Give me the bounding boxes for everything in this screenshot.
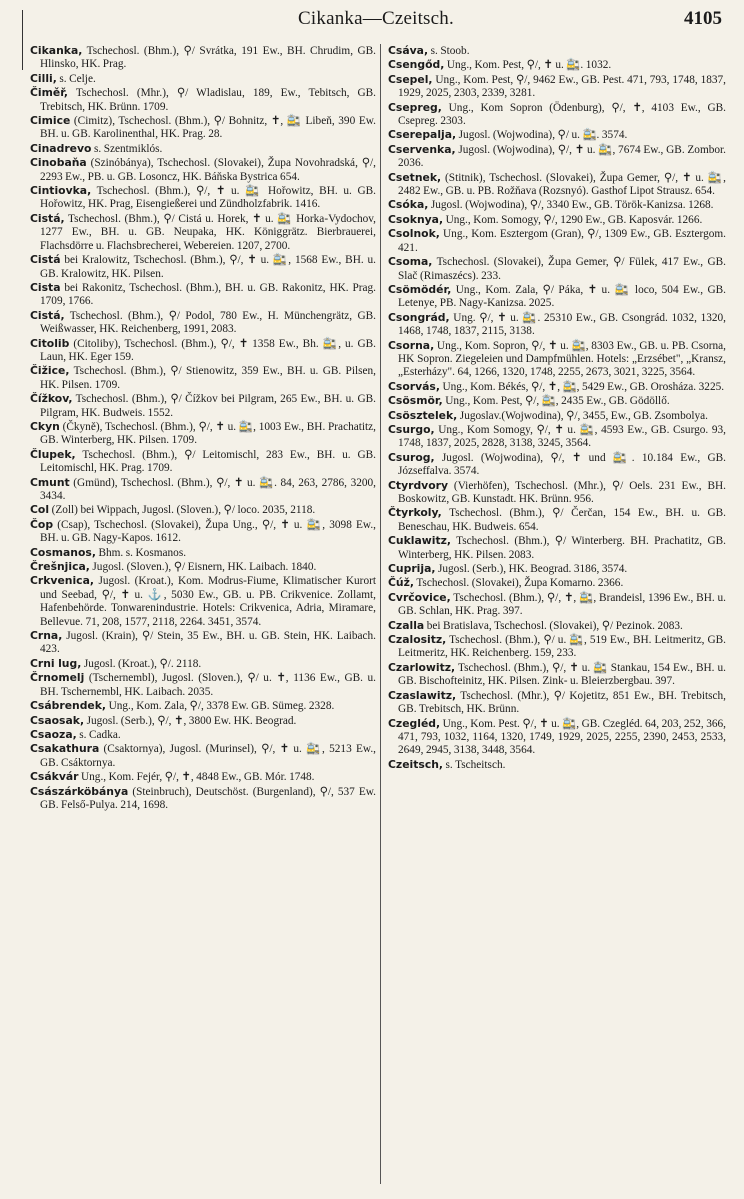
gazetteer-entry (30, 420, 376, 448)
entry-text: Jugosl. (Sloven.), ⚲/ Eisnern, HK. Laibach. 1840. (89, 561, 317, 574)
entry-text: Ung., Kom Sopron (Ödenburg), ⚲/, ✝, 4103 Ew., GB. Csepreg. 2303. (398, 101, 726, 128)
entry-text: (Csaktornya), Jugosl. (Murinsel), ⚲/, ✝ u. 🚉, 5213 Ew., GB. Csáktornya. (40, 743, 376, 769)
entry-headword: Crkvenica, (30, 574, 94, 588)
entry-headword: Čop (30, 517, 54, 531)
gazetteer-entry (388, 73, 726, 101)
entry-headword: Csengőd, (388, 58, 445, 72)
entry-text: Tschechosl. (Mhr.), ⚲/ Kojetitz, 851 Ew., BH. Trebitsch, GB. Trebitsch, HK. Brünn. (398, 689, 726, 716)
entry-headword: Csoknya, (388, 212, 444, 226)
gazetteer-entry (30, 699, 376, 713)
entry-headword: Čižice, (30, 364, 70, 378)
entry-text: Tschechosl. (Bhm.), ⚲/, ✝, 🚉, Brandeisl, 1396 Ew., BH. u. GB. Schlan, HK. Prag. 397. (398, 591, 726, 618)
entry-headword: Črnomelj (30, 671, 85, 685)
entry-headword: Cistá, (30, 211, 65, 225)
entry-text: Ung., Kom Somogy, ⚲/, ✝ u. 🚉, 4593 Ew., GB. Csurgo. 93, 1748, 1837, 2025, 2828, 3138, 3245, 3564. (398, 423, 726, 450)
entry-text: Tschechosl. (Bhm.), ⚲/ Podol, 780 Ew., H. Münchengrätz, GB. Weißwasser, HK. Reichenberg, 1991, 2083. (40, 309, 376, 336)
entry-headword: Ctyrdvory (388, 478, 448, 492)
gazetteer-entry (30, 657, 376, 671)
entry-text: Tschechosl. (Slovakei), Župa Komarno. 2366. (414, 577, 624, 590)
entry-headword: Csoma, (388, 255, 433, 269)
entry-text: (Vierhöfen), Tschechosl. (Mhr.), ⚲/ Oels. 231 Ew., BH. Boskowitz, GB. Kunstadt. HK. Brünn. 956. (398, 479, 726, 505)
entry-headword: Cinadrevo (30, 141, 92, 155)
gazetteer-entry (388, 562, 726, 576)
page-header (30, 6, 722, 34)
entry-headword: Čtyrkoly, (388, 506, 442, 520)
entry-text: s. Cadka. (76, 728, 121, 741)
gazetteer-entry (30, 785, 376, 813)
gazetteer-entry (30, 156, 376, 184)
entry-headword: Czalositz, (388, 633, 447, 647)
entry-text: (Zoll) bei Wippach, Jugosl. (Sloven.), ⚲/ loco. 2035, 2118. (49, 504, 316, 517)
entry-headword: Czarlowitz, (388, 660, 456, 674)
entry-headword: Čúž, (388, 576, 414, 590)
entry-headword: Csorna, (388, 338, 435, 352)
gazetteer-entry (30, 728, 376, 742)
entry-text: Ung., Kom. Esztergom (Gran), ⚲/, 1309 Ew., GB. Esztergom. 421. (398, 228, 726, 254)
entry-text: Jugosl. (Wojwodina), ⚲/, 3340 Ew., GB. Török-Kanizsa. 1268. (428, 199, 714, 212)
entry-headword: Császárköbánya (30, 784, 129, 798)
entry-headword: Csösztelek, (388, 408, 458, 422)
entry-headword: Črešnjica, (30, 560, 90, 574)
entry-headword: Czeitsch, (388, 757, 444, 771)
entry-text: Jugosl. (Serb.), HK. Beograd. 3186, 3574. (435, 563, 628, 576)
margin-line (22, 10, 23, 70)
gazetteer-entry (30, 114, 376, 142)
gazetteer-entry (388, 717, 726, 758)
gazetteer-entry (30, 309, 376, 337)
gazetteer-entry (388, 339, 726, 380)
entry-text: Tschechosl. (Bhm.), ⚲/ Čerčan, 154 Ew., BH. u. GB. Beneschau, HK. Budweis. 654. (398, 507, 726, 533)
entry-text: Bhm. s. Kosmanos. (95, 546, 187, 559)
gazetteer-entry (388, 143, 726, 171)
entry-text: (Gmünd), Tschechosl. (Bhm.), ⚲/, ✝ u. 🚉. 84, 263, 2786, 3200, 3434. (40, 476, 376, 502)
gazetteer-entry (30, 44, 376, 72)
entry-headword: Člupek, (30, 447, 76, 461)
gazetteer-entry (388, 255, 726, 283)
gazetteer-entry (30, 629, 376, 657)
entry-headword: Csetnek, (388, 170, 442, 184)
entry-text: Ung., Kom. Békés, ⚲/, ✝, 🚉, 5429 Ew., GB. Orosháza. 3225. (439, 380, 725, 393)
gazetteer-entry (388, 227, 726, 255)
gazetteer-entry (30, 742, 376, 770)
gazetteer-entry (388, 591, 726, 619)
entry-headword: Czalla (388, 618, 425, 632)
gazetteer-entry (388, 44, 726, 58)
gazetteer-entry (30, 574, 376, 629)
gazetteer-entry (30, 281, 376, 309)
gazetteer-entry (388, 451, 726, 479)
entry-text: Jugosl. (Krain), ⚲/ Stein, 35 Ew., BH. u. GB. Stein, HK. Laibach. 423. (40, 630, 376, 656)
gazetteer-entry (388, 128, 726, 142)
entry-headword: Csáva, (388, 44, 429, 57)
entry-headword: Csorvás, (388, 379, 440, 393)
gazetteer-entry (388, 380, 726, 394)
entry-headword: Csakathura (30, 742, 100, 756)
gazetteer-entry (30, 518, 376, 546)
gazetteer-entry (388, 311, 726, 339)
entry-headword: Crna, (30, 629, 63, 643)
gazetteer-entry (388, 633, 726, 661)
entry-text: Ung., Kom. Pest, ⚲/, 🚉, 2435 Ew., GB. Gödöllő. (442, 395, 670, 408)
entry-headword: Cserepalja, (388, 128, 457, 142)
entry-text: Ung., Kom. Zala, ⚲/, 3378 Ew. GB. Sümeg. 2328. (106, 700, 335, 713)
entry-text: Ung., Kom. Fejér, ⚲/, ✝, 4848 Ew., GB. Mór. 1748. (78, 771, 315, 784)
entry-headword: Cvrčovice, (388, 590, 451, 604)
gazetteer-entry (388, 689, 726, 717)
entry-text: Ung., Kom. Pest, ⚲/, 9462 Ew., GB. Pest. 471, 793, 1748, 1837, 1929, 2025, 2303, 2339, 3281. (398, 73, 726, 100)
gazetteer-entry (30, 448, 376, 476)
entry-headword: Cinobaňa (30, 156, 87, 170)
entry-text: Ung., Kom. Sopron, ⚲/, ✝ u. 🚉, 8303 Ew., GB. u. PB. Csorna, HK Sopron. Ziegeleien und Dampfmühlen. Hotels: „Erzsébet", „Kransz, „Esterházy". 64, 1266, 1320, 1748, 2255, 2673, 3021, 3225, 3564. (398, 339, 726, 379)
gazetteer-entry (388, 409, 726, 423)
entry-headword: Csábrendek, (30, 699, 107, 713)
entry-headword: Csolnok, (388, 227, 440, 241)
entry-text: Tschechosl. (Bhm.), ⚲/ Stienowitz, 359 Ew., BH. u. GB. Pilsen, HK. Pilsen. 1709. (40, 365, 376, 391)
gazetteer-entry (30, 476, 376, 504)
entry-text: s. Tscheitsch. (443, 758, 506, 771)
gazetteer-entry (30, 184, 376, 212)
entry-text: Tschechosl. (Bhm.), ⚲/ Svrátka, 191 Ew., BH. Chrudim, GB. Hlinsko, HK. Prag. (40, 45, 376, 71)
gazetteer-entry (30, 364, 376, 392)
gazetteer-entry (30, 714, 376, 728)
entry-headword: Csömödér, (388, 282, 452, 296)
entry-headword: Cmunt (30, 475, 70, 489)
gazetteer-entry (30, 86, 376, 114)
entry-text: (Stitnik), Tschechosl. (Slovakei), Župa Gemer, ⚲/, ✝ u. 🚉, 2482 Ew., GB. u. PB. Rožňava (Rozsnyó). Gasthof Lipot Strausz. 654. (398, 171, 726, 198)
entry-text: s. Szentmiklós. (91, 142, 163, 155)
entry-text: Tschechosl. (Bhm.), ⚲/ Cistá u. Horek, ✝ u. 🚉 Horka-Vydochov, 1277 Ew., BH. u. GB. Neupaka, HK. Königgrätz. Bierbrauerei, Flachsdörre u. Flachsbrecherei, Webereien. 1207, 2700. (40, 212, 376, 252)
entry-text: Tschechosl. (Bhm.), ⚲/ u. 🚉, 519 Ew., BH. Leitmeritz, GB. Leitmeritz, HK. Reichenberg. 159, 233. (398, 634, 726, 660)
entry-text: bei Rakonitz, Tschechosl. (Bhm.), BH. u. GB. Rakonitz, HK. Prag. 1709, 1766. (40, 281, 376, 308)
entry-text: Ung., Kom. Pest. ⚲/, ✝ u. 🚉, GB. Czegléd. 64, 203, 252, 366, 471, 793, 1032, 1164, 1320, 1749, 1929, 2025, 2255, 2390, 2453, 2533, 2649, 2945, 3138, 3448, 3564. (398, 717, 726, 757)
gazetteer-entry (388, 479, 726, 507)
gazetteer-entry (30, 560, 376, 574)
gazetteer-entry (30, 546, 376, 560)
entry-text: bei Kralowitz, Tschechosl. (Bhm.), ⚲/, ✝ u. 🚉, 1568 Ew., BH. u. GB. Kralowitz, HK. Pilsen. (40, 254, 376, 280)
entry-headword: Cuprija, (388, 562, 436, 576)
entry-text: Tschechosl. (Mhr.), ⚲/ Wladislau, 189, Ew., Tebitsch, GB. Trebitsch, HK. Brünn. 1709. (40, 87, 376, 113)
gazetteer-entry (388, 576, 726, 590)
entry-text: Jugosl. (Wojwodina), ⚲/ u. 🚉. 3574. (456, 129, 628, 142)
entry-headword: Ckyn (30, 419, 60, 433)
entry-text: Ung., Kom. Zala, ⚲/ Páka, ✝ u. 🚉 loco, 504 Ew., GB. Letenye, PB. Nagy-Kanizsa. 2025. (398, 283, 726, 310)
entry-text: bei Bratislava, Tschechosl. (Slovakei), ⚲/ Pezinok. 2083. (424, 619, 683, 632)
entry-headword: Cuklawitz, (388, 534, 451, 548)
entry-headword: Csaosak, (30, 713, 85, 727)
gazetteer-entry (388, 101, 726, 129)
gazetteer-entry (388, 213, 726, 227)
gazetteer-entry (388, 198, 726, 212)
entry-text: (Csap), Tschechosl. (Slovakei), Župa Ung., ⚲/, ✝ u. 🚉, 3098 Ew., BH. u. GB. Nagy-Kapos. 1612. (40, 518, 376, 545)
entry-text: Jugoslav.(Wojwodina), ⚲/, 3455, Ew., GB. Zsombolya. (457, 409, 709, 422)
entry-headword: Cilli, (30, 71, 57, 85)
entry-headword: Cikanka, (30, 44, 83, 57)
gazetteer-entry (30, 253, 376, 281)
gazetteer-entry (388, 394, 726, 408)
column-divider (380, 44, 381, 1184)
gazetteer-entry (388, 661, 726, 689)
entry-headword: Cistá, (30, 308, 65, 322)
entry-headword: Csákvár (30, 770, 79, 784)
entry-text: Tschechosl. (Bhm.), ⚲/ Čížkov bei Pilgram, 265 Ew., BH. u. GB. Pilgram, HK. Budweis. 1552. (40, 393, 376, 419)
entry-text: Tschechosl. (Bhm.), ⚲/, ✝ u. 🚉 Stankau, 154 Ew., BH. u. GB. Bischofteinitz, HK. Pilsen. Zink- u. Bleierzbergbau. 397. (398, 661, 726, 688)
entry-headword: Cista (30, 280, 61, 294)
entry-text: Ung., Kom. Somogy, ⚲/, 1290 Ew., GB. Kaposvár. 1266. (443, 213, 703, 226)
entry-headword: Csurgo, (388, 422, 435, 436)
entry-headword: Czegléd, (388, 716, 441, 730)
entry-text: (Čkyně), Tschechosl. (Bhm.), ⚲/, ✝ u. 🚉, 1003 Ew., BH. Prachatitz, GB. Winterberg, HK. Pilsen. 1709. (40, 420, 376, 447)
gazetteer-entry (30, 770, 376, 784)
entry-text: Jugosl. (Wojwodina), ⚲/, ✝ und 🚉. 10.184 Ew., GB. Józseffalva. 3574. (398, 451, 726, 478)
entry-text: (Tschernembl), Jugosl. (Sloven.), ⚲/ u. ✝, 1136 Ew., GB. u. BH. Tschernembl, HK. Laibach. 2035. (40, 672, 376, 698)
entry-headword: Čížkov, (30, 392, 73, 406)
entry-text: s. Celje. (56, 72, 96, 85)
entry-text: (Szinóbánya), Tschechosl. (Slovakei), Župa Novohradská, ⚲/, 2293 Ew., PB. u. GB. Losoncz, HK. Báňska Bystrica 654. (40, 157, 376, 183)
entry-headword: Csepel, (388, 72, 433, 86)
entry-headword: Csösmör, (388, 394, 443, 408)
entry-text: Jugosl. (Kroat.), ⚲/. 2118. (81, 657, 202, 670)
gazetteer-entry (388, 534, 726, 562)
entry-text: Ung., Kom. Pest, ⚲/, ✝ u. 🚉. 1032. (444, 59, 612, 72)
entry-text: Jugosl. (Serb.), ⚲/, ✝, 3800 Ew. HK. Beograd. (84, 714, 297, 727)
gazetteer-entry (388, 758, 726, 772)
entry-text: s. Stoob. (428, 45, 470, 57)
right-column (388, 44, 726, 1194)
gazetteer-entry (388, 58, 726, 72)
gazetteer-entry (388, 283, 726, 311)
gazetteer-entry (388, 171, 726, 199)
page-number: 4105 (684, 8, 722, 29)
gazetteer-entry (30, 212, 376, 253)
entry-headword: Csongrád, (388, 310, 450, 324)
entry-headword: Cosmanos, (30, 545, 96, 559)
entry-text: Tschechosl. (Bhm.), ⚲/ Winterberg. BH. Prachatitz, GB. Winterberg, HK. Pilsen. 2083. (398, 535, 726, 561)
entry-headword: Cintiovka, (30, 184, 92, 198)
gazetteer-entry (30, 337, 376, 365)
entry-headword: Crni lug, (30, 656, 82, 670)
entry-headword: Cimice (30, 114, 71, 128)
gazetteer-entry (388, 506, 726, 534)
entry-text: Tschechosl. (Bhm.), ⚲/, ✝ u. 🚉 Hořowitz, BH. u. GB. Hořowitz, HK. Prag, Eisengießerei und Zündholzfabrik. 1416. (40, 185, 376, 211)
entry-text: (Citoliby), Tschechosl. (Bhm.), ⚲/, ✝ 1358 Ew., Bh. 🚉, u. GB. Laun, HK. Eger 159. (40, 337, 376, 363)
entry-text: Tschechosl. (Bhm.), ⚲/ Leitomischl, 283 Ew., BH. u. GB. Leitomischl, HK. Prag. 1709. (40, 448, 376, 475)
gazetteer-entry (30, 503, 376, 517)
entry-headword: Citolib (30, 336, 70, 350)
entry-headword: Csurog, (388, 450, 435, 464)
entry-headword: Czaslawitz, (388, 688, 457, 702)
entry-text: (Steinbruch), Deutschöst. (Burgenland), ⚲/, 537 Ew. GB. Felső-Pulya. 214, 1698. (40, 785, 376, 811)
entry-text: Jugosl. (Kroat.), Kom. Modrus-Fiume, Klimatischer Kurort und Seebad, ⚲/, ✝ u. ⚓, 5030 Ew., GB. u. PB. Crikvenice. Zollamt, Hafenbehörde. Tonwarenindustrie. Hotels: Crikvenica, Adria, Miramare, Bellevue. 71, 208, 1577, 2118, 2264. 3451, 3574. (40, 575, 376, 628)
entry-headword: Csepreg, (388, 100, 442, 114)
running-head: Cikanka—Czeitsch. (298, 8, 454, 29)
left-column (30, 44, 376, 1194)
entry-text: Ung. ⚲/, ✝ u. 🚉. 25310 Ew., GB. Csongrád. 1032, 1320, 1468, 1748, 1837, 2115, 3138. (398, 311, 726, 338)
entry-text: Tschechosl. (Slovakei), Župa Gemer, ⚲/ Fülek, 417 Ew., GB. Slač (Rimaszécs). 233. (398, 256, 726, 282)
gazetteer-entry (30, 72, 376, 86)
entry-headword: Csóka, (388, 198, 429, 212)
gazetteer-entry (30, 671, 376, 699)
gazetteer-entry (388, 423, 726, 451)
gazetteer-entry (30, 142, 376, 156)
entry-text: Jugosl. (Wojwodina), ⚲/, ✝ u. 🚉, 7674 Ew., GB. Zombor. 2036. (398, 143, 726, 170)
gazetteer-entry (388, 619, 726, 633)
entry-headword: Cistá (30, 253, 61, 267)
entry-headword: Csaoza, (30, 727, 77, 741)
entry-headword: Cservenka, (388, 142, 456, 156)
entry-headword: Col (30, 503, 50, 517)
entry-text: (Cimitz), Tschechosl. (Bhm.), ⚲/ Bohnitz, ✝, 🚉 Libeň, 390 Ew. BH. u. GB. Karolinenthal, HK. Prag. 28. (40, 115, 376, 141)
entry-headword: Čiměř, (30, 86, 69, 100)
gazetteer-entry (30, 392, 376, 420)
